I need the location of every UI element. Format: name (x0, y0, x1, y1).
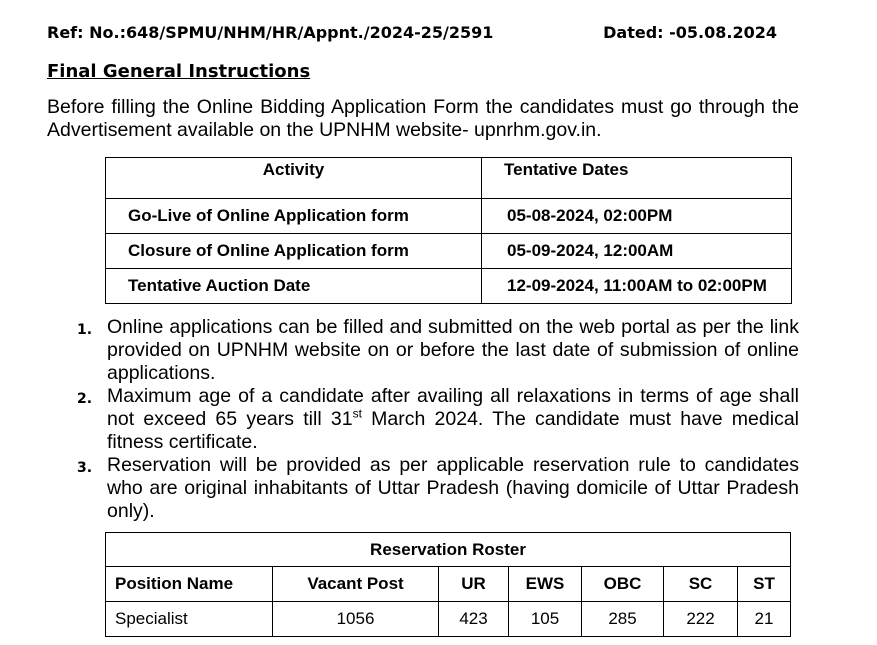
roster-header-position: Position Name (106, 567, 273, 602)
instruction-text: Online applications can be filled and submitted on the web portal as per the link provided on UPNHM website on or before the last date of submission of online applications. (107, 316, 799, 384)
reference-line (47, 23, 777, 42)
roster-obc: 285 (582, 602, 664, 637)
schedule-date: 05-09-2024, 12:00AM (482, 234, 792, 269)
intro-paragraph: Before filling the Online Bidding Application Form the candidates must go through the Advertisement available on the UPNHM website- upnrhm.gov.in. (47, 96, 799, 141)
roster-sc: 222 (664, 602, 738, 637)
roster-title-row (106, 533, 791, 567)
roster-header-st: ST (738, 567, 791, 602)
roster-vacant: 1056 (273, 602, 439, 637)
ordinal-suffix: st (352, 406, 362, 421)
roster-header-obc: OBC (582, 567, 664, 602)
instructions-list (77, 316, 799, 523)
roster-header-row (106, 567, 791, 602)
instruction-text (107, 385, 799, 454)
instruction-item (77, 385, 799, 454)
instruction-item (77, 316, 799, 385)
instruction-text: Reservation will be provided as per applicable reservation rule to candidates who are original inhabitants of Uttar Pradesh (having domicile of Uttar Pradesh only). (107, 454, 799, 522)
roster-position: Specialist (106, 602, 273, 637)
schedule-date: 05-08-2024, 02:00PM (482, 199, 792, 234)
instruction-text-part: March 2024. The candidate must have medical fitness certificate. (107, 408, 799, 453)
reference-date: Dated: -05.08.2024 (603, 23, 777, 42)
schedule-activity: Tentative Auction Date (106, 269, 482, 304)
schedule-activity: Go-Live of Online Application form (106, 199, 482, 234)
roster-header-vacant: Vacant Post (273, 567, 439, 602)
schedule-header-row (106, 158, 792, 199)
instruction-item (77, 454, 799, 523)
reservation-roster-table (105, 532, 791, 637)
schedule-date: 12-09-2024, 11:00AM to 02:00PM (482, 269, 792, 304)
roster-ur: 423 (439, 602, 509, 637)
instruction-number: 3. (77, 460, 93, 476)
schedule-activity: Closure of Online Application form (106, 234, 482, 269)
schedule-row (106, 234, 792, 269)
schedule-row (106, 269, 792, 304)
instruction-number: 2. (77, 391, 93, 407)
schedule-row (106, 199, 792, 234)
roster-title: Reservation Roster (106, 533, 791, 567)
instruction-number: 1. (77, 322, 93, 338)
instruction-text-part: Maximum age of a candidate after availing all relaxations in terms of age shall not exceed 65 years till 31 (107, 385, 799, 430)
roster-ews: 105 (509, 602, 582, 637)
roster-st: 21 (738, 602, 791, 637)
section-heading: Final General Instructions (47, 61, 311, 82)
schedule-header-dates: Tentative Dates (482, 158, 792, 199)
schedule-header-activity: Activity (106, 158, 482, 199)
roster-header-ews: EWS (509, 567, 582, 602)
roster-header-ur: UR (439, 567, 509, 602)
schedule-table (105, 157, 792, 304)
roster-data-row (106, 602, 791, 637)
reference-number: Ref: No.:648/SPMU/NHM/HR/Appnt./2024-25/2591 (47, 23, 494, 42)
roster-header-sc: SC (664, 567, 738, 602)
